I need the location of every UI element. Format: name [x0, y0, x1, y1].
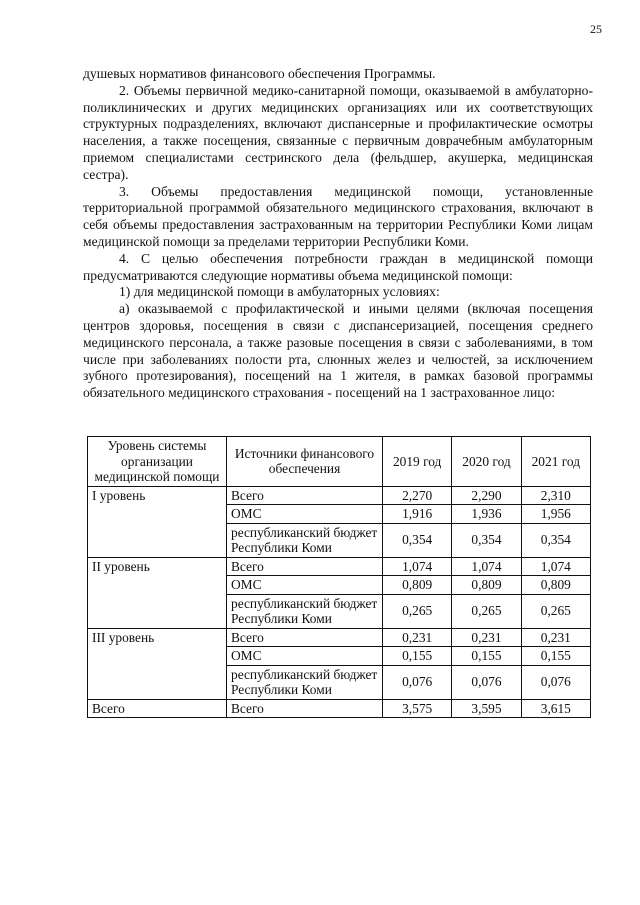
table-body [88, 486, 591, 718]
value-cell: 0,076 [521, 665, 590, 699]
level-cell: I уровень [88, 486, 227, 557]
value-cell: 3,595 [452, 699, 521, 718]
paragraph: а) оказываемой с профилактической и иными целями (включая посещения центров здоровья, посещения в связи с диспансеризацией, посещения среднего медицинского персонала, а также разовые посещения в связи с заболеваниями, в том числе при заболеваниях полости рта, слюнных желез и челюстей, за исключением зубного протезирования), посещений на 1 жителя, в рамках базовой программы обязательного медицинского страхования - посещений на 1 застрахованное лицо: [83, 301, 593, 401]
value-cell: 0,155 [383, 647, 452, 666]
header-2019: 2019 год [383, 437, 452, 487]
source-cell: ОМС [227, 505, 383, 524]
paragraph: 2. Объемы первичной медико-санитарной помощи, оказываемой в амбулаторно-поликлинических и других медицинских организациях или их соответствующих структурных подразделениях, включают диспансерные и профилактические осмотры населения, а также посещения, связанные с первичным доврачебным амбулаторным приемом специалистами сестринского дела (фельдшер, акушерка, медицинская сестра). [83, 82, 593, 182]
value-cell: 1,956 [521, 505, 590, 524]
value-cell: 0,155 [452, 647, 521, 666]
value-cell: 1,074 [383, 557, 452, 576]
value-cell: 0,155 [521, 647, 590, 666]
table-row [88, 628, 591, 647]
value-cell: 3,615 [521, 699, 590, 718]
source-cell: республиканский бюджет Республики Коми [227, 523, 383, 557]
value-cell: 0,265 [383, 594, 452, 628]
source-cell: ОМС [227, 576, 383, 595]
value-cell: 0,354 [452, 523, 521, 557]
value-cell: 0,231 [521, 628, 590, 647]
paragraph: 3. Объемы предоставления медицинской помощи, установленные территориальной программой обязательного медицинского страхования, включают в себя объемы предоставления застрахованным на территории Республики Коми лицам медицинской помощи за пределами территории Республики Коми. [83, 183, 593, 249]
level-cell: III уровень [88, 628, 227, 699]
source-cell: Всего [227, 486, 383, 505]
value-cell: 0,076 [383, 665, 452, 699]
value-cell: 2,290 [452, 486, 521, 505]
table-row [88, 699, 591, 718]
value-cell: 0,354 [383, 523, 452, 557]
value-cell: 3,575 [383, 699, 452, 718]
value-cell: 0,809 [521, 576, 590, 595]
body-text [83, 66, 593, 402]
paragraph: 4. С целью обеспечения потребности граждан в медицинской помощи предусматриваются следующие нормативы объема медицинской помощи: [83, 250, 593, 283]
value-cell: 0,265 [521, 594, 590, 628]
value-cell: 1,936 [452, 505, 521, 524]
level-cell: Всего [88, 699, 227, 718]
paragraph: 1) для медицинской помощи в амбулаторных условиях: [119, 284, 440, 300]
source-cell: республиканский бюджет Республики Коми [227, 594, 383, 628]
value-cell: 0,809 [452, 576, 521, 595]
value-cell: 1,074 [521, 557, 590, 576]
header-2021: 2021 год [521, 437, 590, 487]
value-cell: 0,076 [452, 665, 521, 699]
value-cell: 2,310 [521, 486, 590, 505]
page-number: 25 [590, 22, 602, 36]
value-cell: 1,074 [452, 557, 521, 576]
value-cell: 0,231 [383, 628, 452, 647]
value-cell: 1,916 [383, 505, 452, 524]
source-cell: Всего [227, 557, 383, 576]
table-header-row [88, 437, 591, 487]
table-row [88, 486, 591, 505]
source-cell: Всего [227, 628, 383, 647]
level-cell: II уровень [88, 557, 227, 628]
norms-table [87, 436, 591, 718]
source-cell: ОМС [227, 647, 383, 666]
paragraph: душевых нормативов финансового обеспечения Программы. [83, 66, 436, 81]
value-cell: 0,265 [452, 594, 521, 628]
value-cell: 0,354 [521, 523, 590, 557]
table-row [88, 557, 591, 576]
value-cell: 0,809 [383, 576, 452, 595]
header-source: Источники финансового обеспечения [227, 437, 383, 487]
value-cell: 2,270 [383, 486, 452, 505]
source-cell: республиканский бюджет Республики Коми [227, 665, 383, 699]
header-level: Уровень системы организации медицинской помощи [88, 437, 227, 487]
header-2020: 2020 год [452, 437, 521, 487]
source-cell: Всего [227, 699, 383, 718]
value-cell: 0,231 [452, 628, 521, 647]
